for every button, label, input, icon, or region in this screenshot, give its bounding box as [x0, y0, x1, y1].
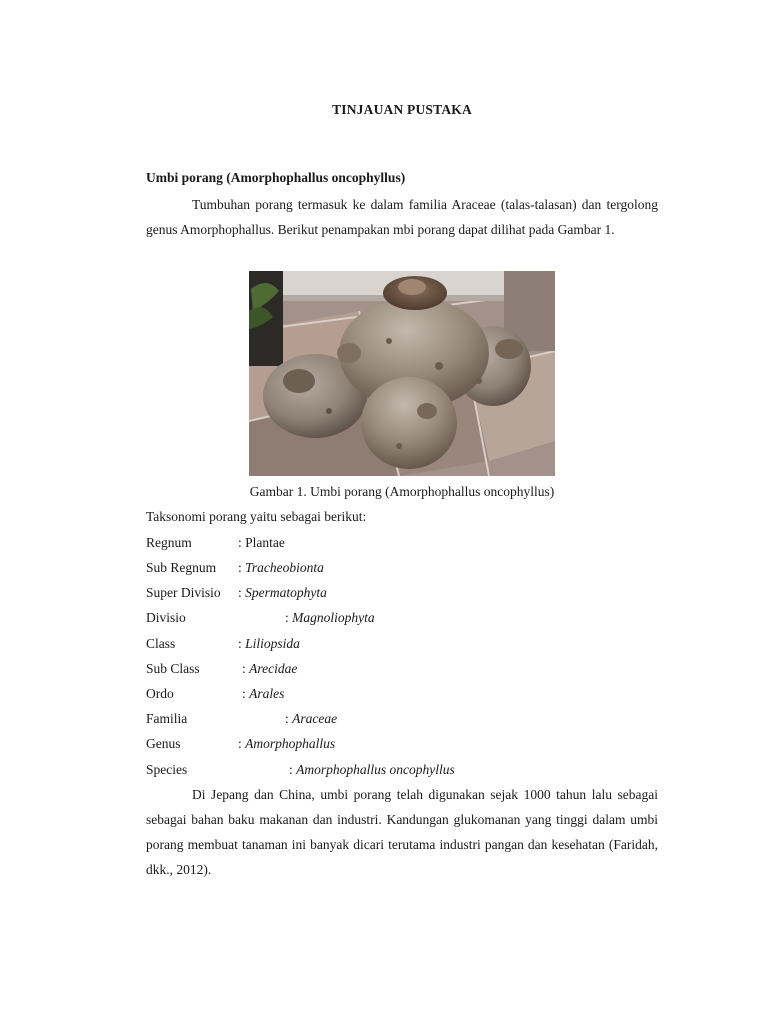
taxonomy-label: Class	[146, 636, 176, 651]
taxonomy-label: Super Divisio	[146, 585, 221, 600]
taxonomy-intro: Taksonomi porang yaitu sebagai berikut:	[146, 509, 367, 524]
taxonomy-label: Ordo	[146, 686, 174, 701]
taxonomy-label: Divisio	[146, 610, 186, 625]
page-title: TINJAUAN PUSTAKA	[332, 102, 472, 117]
taxonomy-value: : Amorphophallus oncophyllus	[289, 762, 455, 777]
porang-tuber-illustration	[249, 271, 555, 476]
taxonomy-label: Sub Class	[146, 661, 200, 676]
paragraph-intro: Tumbuhan porang termasuk ke dalam familia Araceae (talas-talasan) dan tergolong genus Amorphophallus. Berikut penampakan mbi porang dapat dilihat pada Gambar 1.	[146, 197, 658, 237]
paragraph-history: Di Jepang dan China, umbi porang telah digunakan sejak 1000 tahun lalu sebagai sebagai bahan baku makanan dan industri. Kandungan glukomanan yang tinggi dalam umbi porang membuat tanaman ini banyak dicari terutama industri pangan dan kesehatan (Faridah, dkk., 2012).	[146, 787, 658, 877]
porang-tuber-photo	[249, 271, 555, 476]
taxonomy-label: Regnum	[146, 535, 192, 550]
taxonomy-label: Sub Regnum	[146, 560, 217, 575]
taxonomy-value: : Magnoliophyta	[285, 610, 375, 625]
taxonomy-value: : Plantae	[238, 535, 285, 550]
taxonomy-value: : Tracheobionta	[238, 560, 324, 575]
taxonomy-value: : Araceae	[285, 711, 338, 726]
taxonomy-label: Familia	[146, 711, 188, 726]
taxonomy-value: : Arales	[242, 686, 285, 701]
taxonomy-label: Genus	[146, 736, 181, 751]
figure-caption: Gambar 1. Umbi porang (Amorphophallus oncophyllus)	[249, 484, 555, 499]
taxonomy-label: Species	[146, 762, 188, 777]
taxonomy-value: : Arecidae	[242, 661, 298, 676]
taxonomy-value: : Liliopsida	[238, 636, 300, 651]
section-heading: Umbi porang (Amorphophallus oncophyllus)	[146, 170, 406, 185]
taxonomy-value: : Spermatophyta	[238, 585, 327, 600]
taxonomy-value: : Amorphophallus	[238, 736, 336, 751]
